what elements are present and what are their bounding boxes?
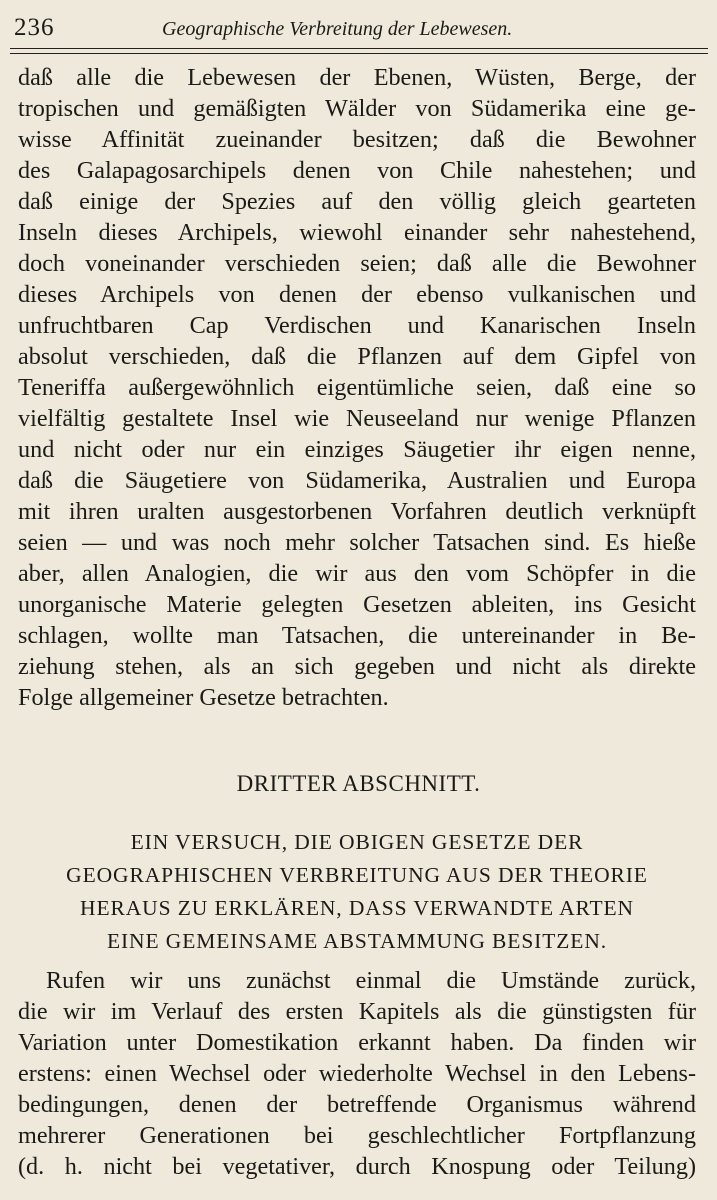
paragraph-2 [18, 965, 696, 1182]
page-number: 236 [14, 14, 55, 41]
subtitle-line: EINE GEMEINSAME ABSTAMMUNG BESITZEN. [106, 929, 608, 953]
header-rule [10, 48, 708, 54]
text-line: mit ihren uralten ausgestorbenen Vorfahren deutlich verknüpft [18, 498, 696, 525]
text-line: aber, allen Analogien, die wir aus den vom Schöpfer in die [18, 560, 696, 587]
subtitle-line: GEOGRAPHISCHEN VERBREITUNG AUS DER THEORIE [66, 863, 648, 887]
page-header [14, 14, 704, 44]
text-line: schlagen, wollte man Tatsachen, die untereinander in Be- [18, 622, 696, 649]
text-line: tropischen und gemäßigten Wälder von Südamerika eine ge- [18, 95, 696, 122]
running-head: Geographische Verbreitung der Lebewesen. [162, 18, 513, 40]
text-line: absolut verschieden, daß die Pflanzen auf dem Gipfel von [18, 343, 696, 370]
text-line: wisse Affinität zueinander besitzen; daß die Bewohner [18, 126, 696, 153]
text-line: Folge allgemeiner Gesetze betrachten. [18, 684, 389, 711]
text-line: Inseln dieses Archipels, wiewohl einander sehr nahestehend, [18, 219, 696, 246]
section-heading: DRITTER ABSCHNITT. [236, 771, 481, 796]
subtitle-line: EIN VERSUCH, DIE OBIGEN GESETZE DER [130, 830, 584, 854]
text-line: Teneriffa außergewöhnlich eigentümliche seien, daß eine so [18, 374, 696, 401]
text-line: dieses Archipels von denen der ebenso vulkanischen und [18, 281, 696, 308]
text-line: vielfältig gestaltete Insel wie Neuseeland nur wenige Pflanzen [18, 405, 696, 432]
text-line: bedingungen, denen der betreffende Organismus während [18, 1091, 696, 1118]
text-line: und nicht oder nur ein einziges Säugetier ihr eigen nenne, [18, 436, 696, 463]
text-line: unorganische Materie gelegten Gesetzen ableiten, ins Gesicht [18, 591, 696, 618]
text-line: daß die Säugetiere von Südamerika, Australien und Europa [18, 467, 696, 494]
text-line: (d. h. nicht bei vegetativer, durch Knospung oder Teilung) [18, 1153, 696, 1180]
text-line: Variation unter Domestikation erkannt haben. Da finden wir [18, 1029, 696, 1056]
text-line: mehrerer Generationen bei geschlechtlicher Fortpflanzung [18, 1122, 696, 1149]
text-line: ziehung stehen, als an sich gegeben und nicht als direkte [18, 653, 696, 680]
text-line: des Galapagosarchipels denen von Chile nahestehen; und [18, 157, 696, 184]
text-line: erstens: einen Wechsel oder wiederholte Wechsel in den Lebens- [18, 1060, 696, 1087]
text-line: die wir im Verlauf des ersten Kapitels als die günstigsten für [18, 998, 696, 1025]
section-subtitle [18, 826, 696, 958]
text-line: unfruchtbaren Cap Verdischen und Kanarischen Inseln [18, 312, 696, 339]
text-line: seien — und was noch mehr solcher Tatsachen sind. Es hieße [18, 529, 696, 556]
text-line: doch voneinander verschieden seien; daß alle die Bewohner [18, 250, 696, 277]
paragraph-1 [18, 62, 696, 713]
text-line: daß einige der Spezies auf den völlig gleich gearteten [18, 188, 696, 215]
text-line: daß alle die Lebewesen der Ebenen, Wüsten, Berge, der [18, 64, 696, 91]
subtitle-line: HERAUS ZU ERKLÄREN, DASS VERWANDTE ARTEN [80, 896, 634, 920]
text-line: Rufen wir uns zunächst einmal die Umstände zurück, [46, 967, 696, 994]
